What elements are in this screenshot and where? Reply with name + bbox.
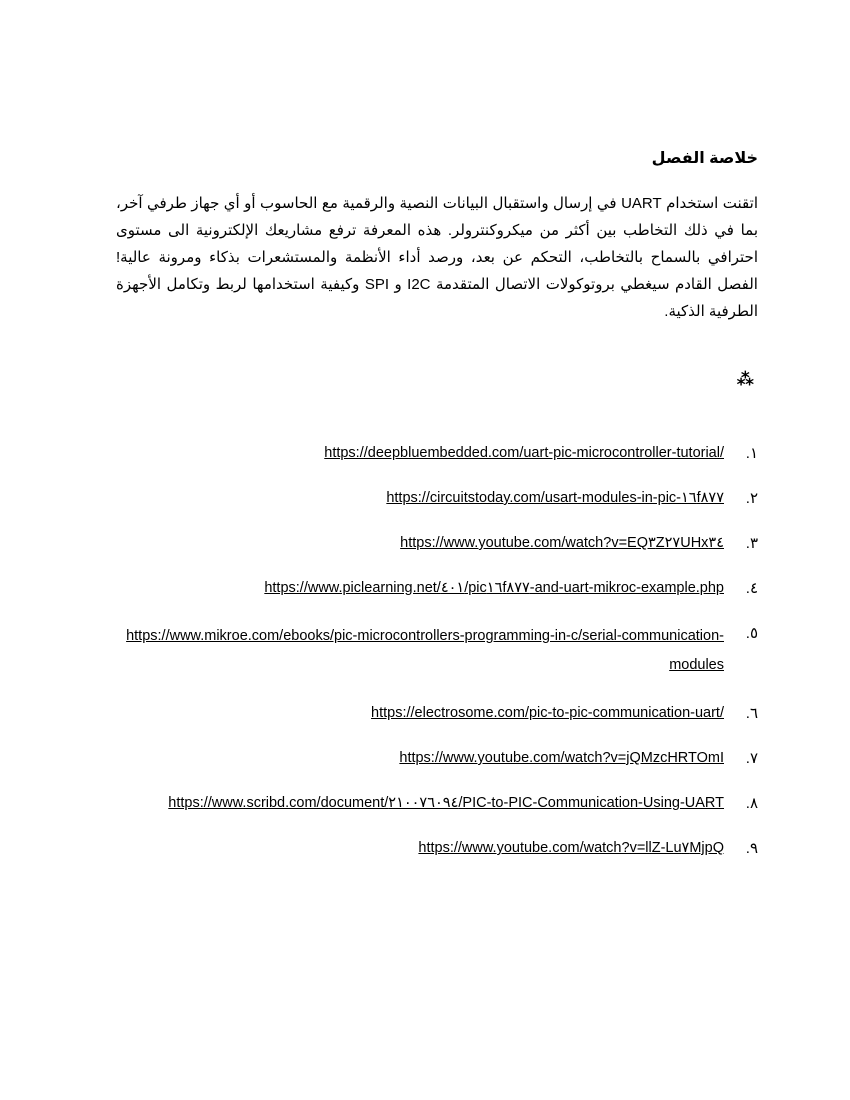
chapter-summary-heading: خلاصة الفصل bbox=[651, 150, 758, 167]
references-list bbox=[108, 442, 758, 882]
reference-item bbox=[108, 487, 758, 510]
summary-paragraph: اتقنت استخدام UART في إرسال واستقبال البيانات النصية والرقمية مع الحاسوب أو أي جهاز طرفي آخر، بما في ذلك التخاطب بين أكثر من ميكروكنترولر. هذه المعرفة ترفع مشاريعك الإلكترونية الى مستوى احترافي بالسماح بالتخاطب، التحكم عن بعد، ورصد أداء الأنظمة والمستشعرات بذكاء ومرونة عالية! الفصل القادم سيغطي بروتوكولات الاتصال المتقدمة I2C و SPI وكيفية استخدامها لربط وتكامل الأجهزة الطرفية الذكية. bbox=[116, 195, 758, 320]
reference-item bbox=[108, 532, 758, 555]
reference-number: ٨. bbox=[745, 795, 758, 812]
reference-number: ٧. bbox=[745, 750, 758, 767]
reference-number: ٣. bbox=[745, 535, 758, 552]
reference-number: ٤. bbox=[745, 580, 758, 597]
reference-link[interactable]: https://www.youtube.com/watch?v=jQMzcHRTOmI bbox=[399, 750, 724, 766]
section-separator: ⁂ bbox=[736, 370, 754, 389]
reference-link[interactable]: https://electrosome.com/pic-to-pic-communication-uart/ bbox=[371, 705, 724, 721]
reference-item bbox=[108, 577, 758, 600]
reference-item bbox=[108, 622, 758, 680]
reference-link[interactable]: https://www.youtube.com/watch?v=EQ٣Z٢٧UHx٣٤ bbox=[400, 535, 724, 551]
reference-link[interactable]: https://circuitstoday.com/usart-modules-in-pic-١٦f٨٧٧ bbox=[386, 490, 724, 506]
reference-link[interactable]: https://deepbluembedded.com/uart-pic-microcontroller-tutorial/ bbox=[324, 445, 724, 461]
reference-item bbox=[108, 837, 758, 860]
reference-number: ٥. bbox=[745, 625, 758, 642]
reference-number: ١. bbox=[745, 445, 758, 462]
reference-link[interactable]: https://www.mikroe.com/ebooks/pic-microcontrollers-programming-in-c/serial-communication-modules bbox=[126, 628, 724, 673]
reference-item bbox=[108, 442, 758, 465]
reference-number: ٦. bbox=[745, 705, 758, 722]
reference-item bbox=[108, 747, 758, 770]
reference-number: ٢. bbox=[745, 490, 758, 507]
reference-item bbox=[108, 702, 758, 725]
reference-number: ٩. bbox=[745, 840, 758, 857]
reference-link[interactable]: https://www.scribd.com/document/٢١٠٠٧٦٠٩٤/PIC-to-PIC-Communication-Using-UART bbox=[168, 795, 724, 811]
reference-link[interactable]: https://www.youtube.com/watch?v=llZ-Lu٧MjpQ bbox=[418, 840, 724, 856]
reference-link[interactable]: https://www.piclearning.net/٤٠١/pic١٦f٨٧٧-and-uart-mikroc-example.php bbox=[264, 580, 724, 596]
reference-item bbox=[108, 792, 758, 815]
